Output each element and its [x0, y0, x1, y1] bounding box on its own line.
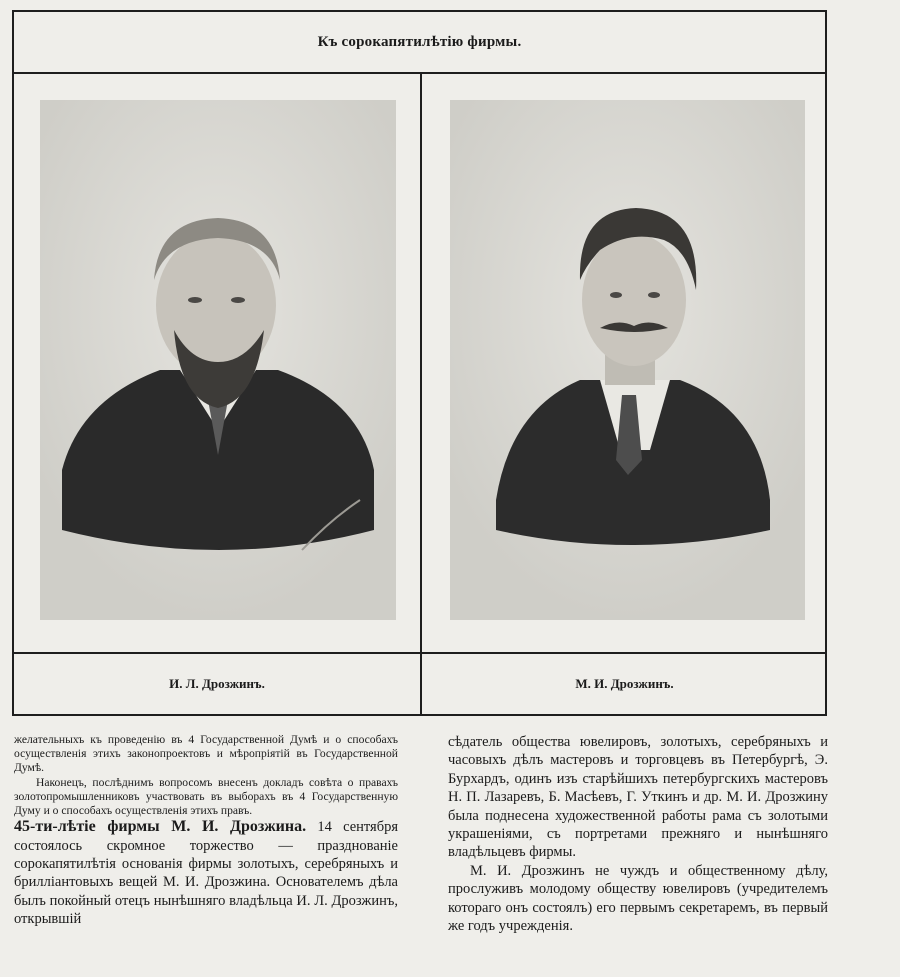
- portrait-figure-left: [40, 100, 396, 620]
- article-headline: 45-ти-лѣтіе фирмы М. И. Дрозжина.: [14, 818, 307, 836]
- small-paragraph: желательныхъ къ проведенію въ 4 Государственной Думѣ и о способахъ осуществленія этихъ законопроектовъ и мѣропріятій въ Государственной Думѣ.: [14, 733, 398, 775]
- article-lead: [14, 818, 398, 928]
- portrait-photo-left: [40, 100, 396, 620]
- plate-divider: [420, 72, 422, 714]
- article-paragraph: М. И. Дрозжинъ не чуждъ и общественному дѣлу, прослуживъ молодому обществу ювелировъ (учредителемъ котораго онъ состоялъ) его первымъ секретаремъ, въ первый же годъ учрежденія.: [448, 862, 828, 935]
- text-column-left: [14, 733, 398, 929]
- plate-title: Къ сорокапятилѣтію фирмы.: [14, 12, 825, 74]
- caption-rule: [14, 652, 825, 654]
- caption-left: И. Л. Дрозжинъ.: [169, 676, 265, 691]
- portrait-photo-right: [450, 100, 805, 620]
- text-column-right: [448, 733, 828, 935]
- small-paragraph: Наконецъ, послѣднимъ вопросомъ внесенъ докладъ совѣта о правахъ золотопромышленниковъ участвовать въ выборахъ въ 4 Государственную Думу и о способахъ осуществленія этихъ правъ.: [14, 775, 398, 818]
- portrait-plate: [12, 10, 827, 716]
- caption-right: М. И. Дрозжинъ.: [575, 676, 674, 691]
- article-paragraph: сѣдатель общества ювелировъ, золотыхъ, серебряныхъ и часовыхъ дѣлъ мастеровъ и торговцевъ въ Петербургѣ, Э. Бурхардъ, одинъ изъ старѣйшихъ петербургскихъ мастеровъ Н. П. Лазаревъ, Б. Масѣевъ, Г. Уткинъ и др. М. И. Дрозжину была поднесена художественной работы рама съ золотыми украшеніями, съ портретами прежняго и нынѣшняго владѣльцевъ фирмы.: [448, 734, 828, 861]
- small-print-block: [14, 733, 398, 818]
- portrait-figure-right: [450, 100, 805, 620]
- article-body: 14 сентября состоялось скромное торжество — празднованіе сорокапятилѣтія основанія фирмы золотыхъ, серебряныхъ и бриллiантовыхъ вещей М. И. Дрозжина. Основателемъ дѣла былъ покойный отецъ нынѣшняго владѣльца И. Л. Дрозжинъ, открывшій: [14, 819, 399, 928]
